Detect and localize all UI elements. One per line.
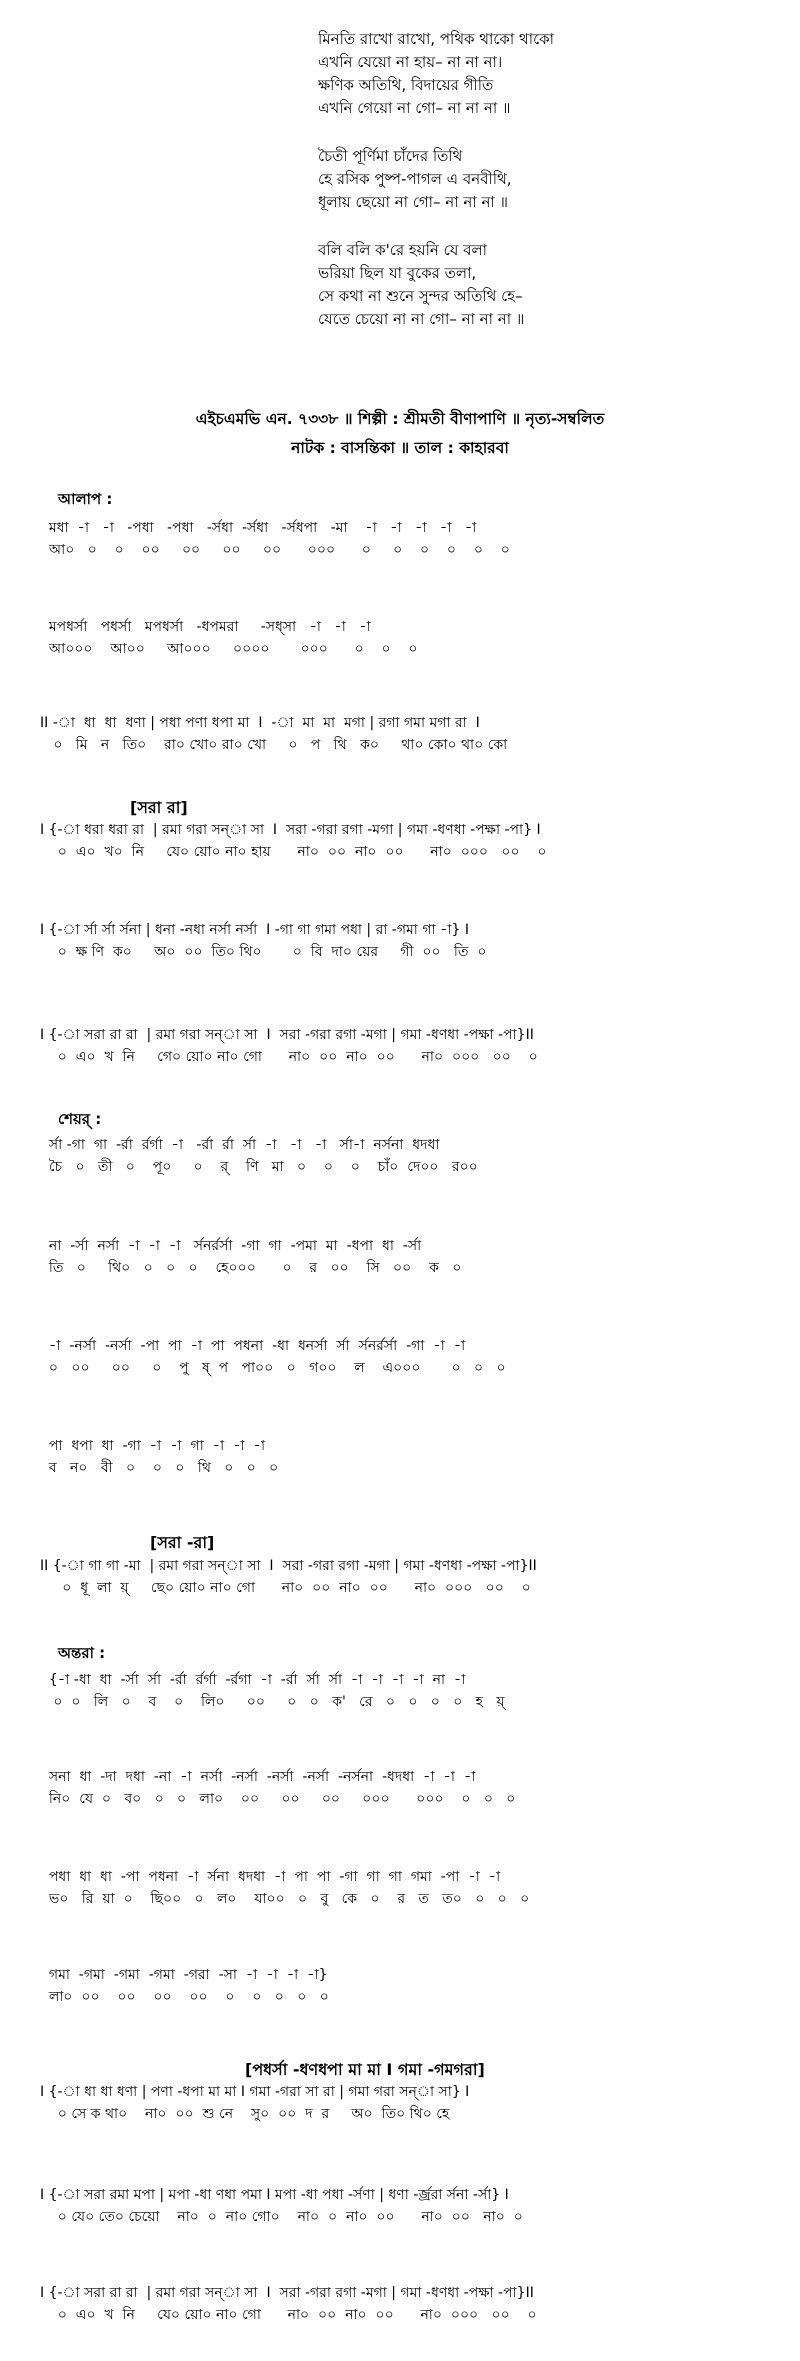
alternate-notation-bracket: [সরা -রা] (150, 1533, 215, 1552)
notation-line: -া -নর্সা -নর্সা -পা পা -া পা পধনা -ধা ধনর্সা র্সা র্সনর্রর্সা -গা -া -া (40, 1338, 466, 1354)
lyrics-stanza-1 (318, 28, 658, 120)
notation-line: {-া -ধা ধা -র্সা র্সা -র্রা র্রর্গা -র্রগা -া -র্রা র্সা র্সা -া -া -া -া না -া (40, 1672, 466, 1688)
lyric-syllables: আ০ ০ ০ ০০ ০০ ০০ ০০ ০০০ ০ ০ ০ ০ ০ ০ (40, 542, 510, 558)
notation-staff (40, 1436, 785, 1480)
notation-line: গমা -গমা -গমা -গমা -গরা -সা -া -া -া -া} (40, 1967, 328, 1983)
notation-line: II {-া গা গা -মা | রমা গরা সন্‌া সা I সরা -গরা রগা -মগা | গমা -ধণধা -পক্ষা -পা}II (40, 1558, 537, 1574)
lyric-syllables: ০ এ০ খ০ নি যে০ য়ো০ না০ হায় না০ ০০ না০ ০০ না০ ০০০ ০০ ০ (40, 844, 547, 860)
notation-line: I {-া সরা রা রা | রমা গরা সন্‌া সা I সরা -গরা রগা -মগা | গমা -ধণধা -পক্ষা -পা}II (40, 2285, 534, 2301)
record-info: এইচএমভি এন. ৭৩৩৮ ॥ শিল্পী : শ্রীমতী বীণাপাণি ॥ নৃত্য-সম্বলিত (195, 410, 605, 428)
notation-line: র্সা -গা গা -র্রা র্রর্গা -া -র্রা র্রা র্সা -া -া -া র্সা-া নর্সনা ধদধা (40, 1137, 440, 1153)
lyric-syllables: তি ০ থি০ ০ ০ ০ হে০০০ ০ র ০০ সি ০০ ক ০ (40, 1260, 462, 1276)
notation-line: II -া ধা ধা ধণা | পধা পণা ধপা মা I -া মা মা মগা | রগা গমা মগা রা I (40, 715, 480, 731)
lyric-syllables: ব ন০ বী ০ ০ ০ থি ০ ০ ০ (40, 1460, 279, 1476)
notation-staff (40, 1556, 785, 1600)
lyrics-stanza-3 (318, 239, 658, 331)
notation-staff (40, 1670, 785, 1714)
section-label-sheyar: শেয়র্ : (58, 1110, 102, 1128)
lyric-syllables: ০ সে ক থা০ না০ ০০ শু নে সু০ ০০ দ র অ০ তি০ থি০ হে (40, 2106, 450, 2122)
notation-staff (40, 1965, 785, 2009)
lyric-syllables: ০ যে০ তে০ চেয়ো না০ ০ না০ গো০ না০ ০ না০ ০০ না০ ০০ না০ ০ (40, 2209, 523, 2225)
lyric-line: বলি বলি ক'রে হয়নি যে বলা (318, 241, 487, 259)
notation-line: না -র্সা নর্সা -া -া -া র্সনর্রর্সা -গা গা -পমা মা -ধপা ধা -র্সা (40, 1238, 422, 1254)
notation-staff (40, 2082, 785, 2126)
lyric-line: ক্ষণিক অতিথি, বিদায়ের গীতি (318, 76, 494, 94)
notation-line: I {-া সরা রা রা | রমা গরা সন্‌া সা I সরা -গরা রগা -মগা | গমা -ধণধা -পক্ষা -পা}II (40, 1027, 534, 1043)
lyric-line: যেতে চেয়ো না না গো– না না না ॥ (318, 310, 525, 328)
lyric-syllables: ০ ০ লি ০ ব ০ লি০ ০০ ০ ০ ক' রে ০ ০ ০ ০ হ য়্ (40, 1694, 505, 1710)
lyric-syllables: ০ ক্ষ ণি ক০ অ০ ০০ তি০ থি০ ০ বি দা০ য়ের গী ০০ তি ০ (40, 944, 487, 960)
notation-staff (40, 713, 785, 757)
lyric-syllables: ০ ধূ লা য়্ ছে০ য়ো০ না০ গো না০ ০০ না০ ০০ না০ ০০০ ০০ ০ (40, 1580, 531, 1596)
drama-tal-info: নাটক : বাসন্তিকা ॥ তাল : কাহারবা (291, 439, 509, 457)
notation-line: পধা ধা ধা -পা পধনা -া র্সনা ধদধা -া পা পা -গা গা গা গমা -পা -া -া (40, 1869, 501, 1885)
notation-staff (40, 2185, 785, 2229)
notation-staff (40, 1867, 785, 1911)
lyrics-stanza-2 (318, 145, 658, 214)
notation-staff (40, 1767, 785, 1811)
lyric-line: এখনি গেয়ো না গো– না না না ॥ (318, 99, 511, 117)
lyric-line: ভরিয়া ছিল যা বুকের তলা, (318, 264, 477, 282)
lyric-syllables: ০ ০০ ০০ ০ পু ষ্ প পা০০ ০ গ০০ ল এ০০০ ০ ০ ০ (40, 1360, 506, 1376)
section-label-alap: আলাপ : (58, 490, 113, 508)
lyric-syllables: নি০ যে ০ ব০ ০ ০ লা০ ০০ ০০ ০০ ০০০ ০০০ ০ ০ ০ (40, 1791, 516, 1807)
notation-line: পা ধপা ধা -গা -া -া গা -া -া -া (40, 1438, 266, 1454)
notation-staff (40, 1025, 785, 1069)
lyric-syllables: লা০ ০০ ০০ ০০ ০০ ০ ০ ০ ০ ০ (40, 1989, 329, 2005)
notation-staff (40, 920, 785, 964)
lyric-syllables: ০ এ০ খ নি গে০ য়ো০ না০ গো না০ ০০ না০ ০০ না০ ০০০ ০০ ০ (40, 1049, 538, 1065)
lyric-line: হে রসিক পুষ্প-পাগল এ বনবীথি, (318, 170, 512, 188)
lyric-syllables: ০ মি ন তি০ রা০ খো০ রা০ খো ০ প থি ক০ থা০ কো০ থা০ কো (40, 737, 508, 753)
section-label-antara: অন্তরা : (58, 1644, 106, 1662)
lyric-syllables: ভ০ রি য়া ০ ছি০০ ০ ল০ যা০০ ০ বু কে ০ র ত ত০ ০ ০ ০ (40, 1891, 530, 1907)
notation-line: I {-া র্সা র্সা র্সনা | ধনা -নধা নর্সা নর্সা I -গা গা গমা পধা | রা -গমা গা -া} I (40, 922, 470, 938)
notation-line: I {-া ধা ধা ধণা | পণা -ধপা মা মা I গমা -গরা সা রা | গমা গরা সন্‌া সা} I (40, 2084, 470, 2100)
lyric-syllables: চৈ ০ তী ০ পূ০ ০ র্ ণি মা ০ ০ ০ চাঁ০ দে০০ র০০ (40, 1159, 478, 1175)
notation-line: I {-া সরা রমা মপা | মপা -ধা ণধা পমা I মপা -ধা পধা -র্সণা | ধণা -র্জ্ররা র্সনা -র্সা} I (40, 2187, 509, 2203)
lyric-line: মিনতি রাখো রাখো, পথিক থাকো থাকো (318, 30, 554, 48)
notation-line: মপধর্সা পধর্সা মপধর্সা -ধপমরা -সধ্সা -া -া -া (40, 619, 371, 635)
lyric-line: চৈতী পূর্ণিমা চাঁদের তিথি (318, 147, 463, 165)
notation-line: মধা -া -া -পধা -পধা -র্সধা -র্সধা -র্সধপা -মা -া -া -া -া -া (40, 520, 477, 536)
notation-staff (40, 820, 785, 864)
song-lyrics (318, 28, 658, 356)
alternate-notation-bracket: [সরা রা] (130, 798, 188, 817)
notation-staff (40, 2283, 785, 2327)
notation-staff (40, 1236, 785, 1280)
lyric-line: এখনি যেয়ো না হায়– না না না। (318, 53, 503, 71)
lyric-syllables: ০ এ০ খ নি যে০ য়ো০ না০ গো না০ ০০ না০ ০০ না০ ০০০ ০০ ০ (40, 2307, 537, 2323)
notation-staff (40, 1135, 785, 1179)
alternate-notation-bracket: [পধর্সা -ধণধপা মা মা I গমা -গমগরা] (245, 2060, 485, 2079)
notation-staff (40, 518, 785, 562)
lyric-line: সে কথা না শুনে সুন্দর অতিথি হে– (318, 287, 523, 305)
lyric-syllables: আ০০০ আ০০ আ০০০ ০০০০ ০০০ ০ ০ ০ (40, 641, 418, 657)
notation-line: I {-া ধরা ধরা রা | রমা গরা সন্‌া সা I সরা -গরা রগা -মগা | গমা -ধণধা -পক্ষা -পা} I (40, 822, 541, 838)
lyric-line: ধূলায় ছেয়ো না গো– না না না ॥ (318, 193, 508, 211)
notation-line: সনা ধা -দা দধা -না -া নর্সা -নর্সা -নর্সা -নর্সা -নর্সনা -ধদধা -া -া -া (40, 1769, 476, 1785)
notation-staff (40, 1336, 785, 1380)
notation-staff (40, 617, 785, 661)
